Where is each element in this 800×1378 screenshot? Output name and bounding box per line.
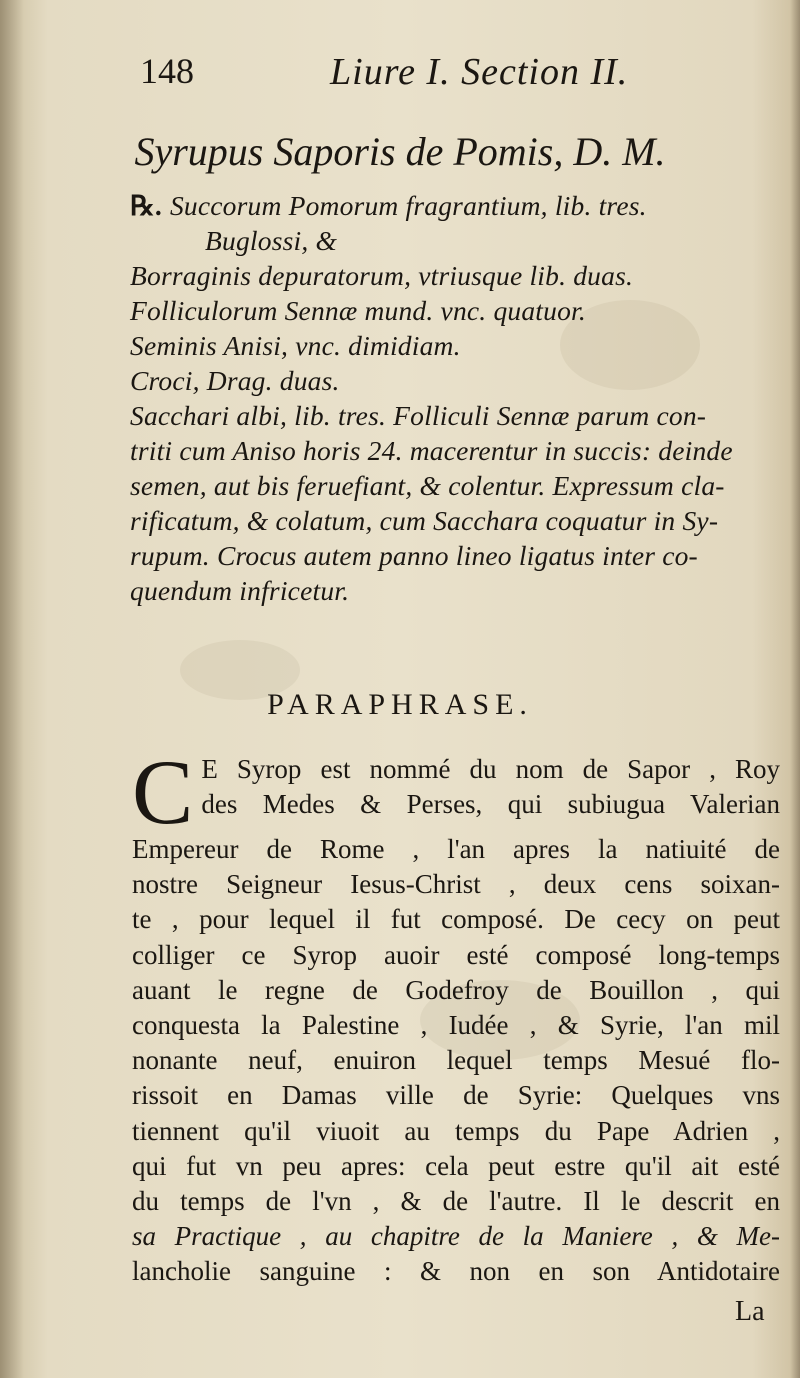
paragraph-line: conquesta la Palestine , Iudée , & Syrie, l'an mil	[132, 1010, 780, 1041]
recipe-line: Croci, Drag. duas.	[130, 365, 340, 396]
paraphrase-text	[132, 741, 780, 1290]
recipe-line: rupum. Crocus autem panno lineo ligatus inter co-	[130, 540, 698, 571]
recipe-line: Borraginis depuratorum, vtriusque lib. duas.	[130, 260, 634, 291]
recipe-line: quendum infricetur.	[130, 575, 350, 606]
paragraph-line: auant le regne de Godefroy de Bouillon , qui	[132, 974, 780, 1005]
paragraph-line: tiennent qu'il viuoit au temps du Pape Adrien ,	[132, 1115, 780, 1146]
paragraph-line: rissoit en Damas ville de Syrie: Quelques vns	[132, 1080, 780, 1111]
paragraph-line: Empereur de Rome , l'an apres la natiuité de	[132, 834, 780, 864]
recipe-block	[130, 188, 790, 608]
paragraph-line: nostre Seigneur Iesus-Christ , deux cens soixan-	[132, 869, 780, 900]
paragraph-line: des Medes & Perses, qui subiugua Valerian	[201, 789, 780, 820]
recipe-line: triti cum Aniso horis 24. macerentur in succis: deinde	[130, 435, 733, 466]
paragraph-line: nonante neuf, enuiron lequel temps Mesué flo-	[132, 1045, 780, 1076]
section-title: PARAPHRASE.	[267, 688, 533, 721]
recipe-line: ℞. Succorum Pomorum fragrantium, lib. tres.	[130, 190, 647, 221]
recipe-line: Buglossi, &	[205, 225, 338, 256]
paragraph-line: sa Practique , au chapitre de la Maniere , & Me-	[132, 1221, 780, 1252]
recipe-line: Sacchari albi, lib. tres. Folliculi Sennæ parum con-	[130, 400, 707, 431]
running-head: Liure I. Section II.	[330, 51, 629, 93]
catchword: La	[735, 1296, 765, 1327]
recipe-title: Syrupus Saporis de Pomis, D. M.	[134, 129, 666, 174]
recipe-line: Folliculorum Sennæ mund. vnc. quatuor.	[130, 295, 586, 326]
recipe-line: Seminis Anisi, vnc. dimidiam.	[130, 330, 461, 361]
paragraph-line: qui fut vn peu apres: cela peut estre qu'il ait esté	[132, 1150, 780, 1181]
page-header	[140, 40, 760, 110]
recipe-line: rificatum, & colatum, cum Sacchara coquatur in Sy-	[130, 505, 719, 536]
paragraph-line: te , pour lequel il fut composé. De cecy on peut	[132, 904, 780, 935]
paragraph-line: du temps de l'vn , & de l'autre. Il le descrit en	[132, 1186, 780, 1217]
paragraph-line: lancholie sanguine : & non en son Antidotaire	[132, 1256, 780, 1287]
rx-symbol: ℞.	[130, 190, 162, 221]
page-number: 148	[140, 51, 194, 91]
recipe-line: semen, aut bis feruefiant, & colentur. Expressum cla-	[130, 470, 725, 501]
paragraph-line: E Syrop est nommé du nom de Sapor , Roy	[201, 754, 780, 784]
paragraph-line: colliger ce Syrop auoir esté composé long-temps	[132, 939, 780, 970]
drop-cap: C	[132, 741, 194, 843]
